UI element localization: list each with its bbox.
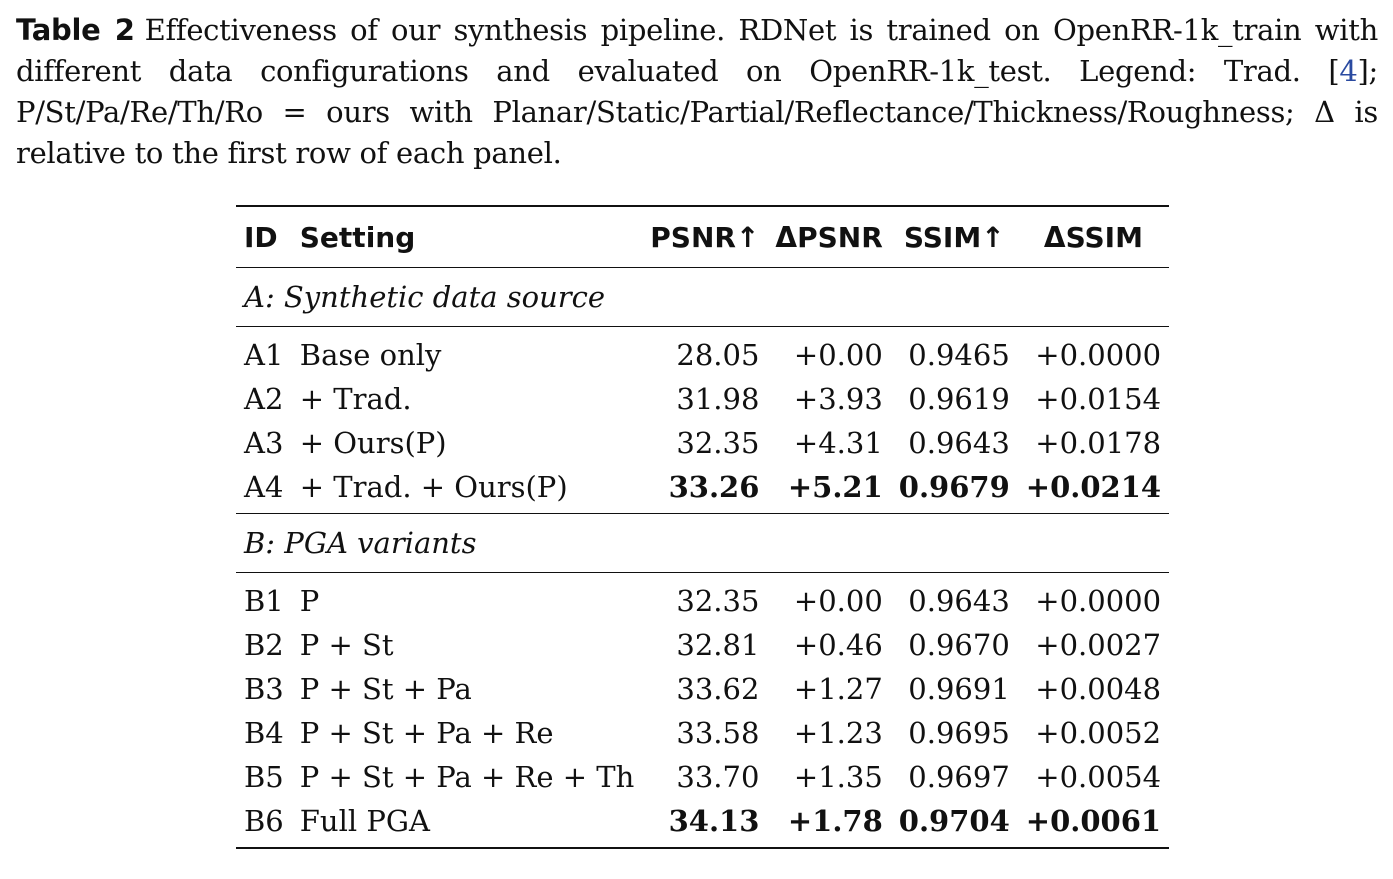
header-row	[236, 206, 1169, 268]
row-psnr: 33.58	[676, 716, 760, 750]
row-ssim-best: 0.9704	[891, 799, 1018, 848]
row-delta-ssim: +0.0054	[1035, 760, 1162, 794]
row-delta-ssim: +0.0048	[1035, 672, 1162, 706]
table-row	[236, 755, 1169, 799]
row-setting: + Trad. + Ours(P)	[292, 465, 643, 514]
row-id: B5	[244, 760, 284, 794]
row-setting: P + St	[299, 628, 394, 662]
row-psnr: 28.05	[676, 338, 760, 372]
row-psnr: 32.35	[676, 584, 760, 618]
row-psnr-best: 34.13	[642, 799, 767, 848]
row-delta-psnr: +1.27	[793, 672, 883, 706]
row-id: B1	[244, 584, 284, 618]
table-row	[236, 573, 1169, 624]
row-id: B6	[236, 799, 292, 848]
row-setting: P + St + Pa + Re	[299, 716, 554, 750]
caption-text-part1: Effectiveness of our synthesis pipeline. RDNet is trained on OpenRR-1k_train with different data configurations and evaluated on OpenRR-1k_test. Legend: Trad. [	[16, 13, 1378, 88]
panel-b-header	[236, 514, 1169, 573]
row-delta-ssim: +0.0178	[1035, 426, 1162, 460]
panel-b-title: B: PGA variants	[236, 514, 1169, 573]
row-delta-ssim-best: +0.0214	[1018, 465, 1169, 514]
row-psnr: 33.62	[676, 672, 760, 706]
row-id: B4	[244, 716, 284, 750]
row-ssim: 0.9465	[908, 338, 1010, 372]
row-id: A2	[244, 382, 284, 416]
row-ssim: 0.9691	[908, 672, 1010, 706]
table-row	[236, 623, 1169, 667]
row-delta-psnr: +3.93	[793, 382, 883, 416]
row-ssim-best: 0.9679	[891, 465, 1018, 514]
row-ssim: 0.9619	[908, 382, 1010, 416]
row-delta-psnr: +1.35	[793, 760, 883, 794]
row-delta-ssim: +0.0052	[1035, 716, 1162, 750]
header-ssim: SSIM↑	[891, 206, 1018, 268]
row-setting: P + St + Pa	[299, 672, 472, 706]
row-setting: Full PGA	[292, 799, 643, 848]
header-delta-psnr: ΔPSNR	[767, 206, 890, 268]
row-psnr: 32.81	[676, 628, 760, 662]
row-ssim: 0.9697	[908, 760, 1010, 794]
header-setting: Setting	[292, 206, 643, 268]
row-setting: P + St + Pa + Re + Th	[299, 760, 635, 794]
row-delta-ssim: +0.0027	[1035, 628, 1162, 662]
citation-link[interactable]: 4	[1339, 54, 1358, 88]
row-psnr: 33.70	[676, 760, 760, 794]
row-delta-psnr: +0.00	[793, 338, 883, 372]
row-ssim: 0.9695	[908, 716, 1010, 750]
row-delta-ssim: +0.0000	[1035, 584, 1162, 618]
row-delta-psnr-best: +5.21	[767, 465, 890, 514]
row-delta-ssim-best: +0.0061	[1018, 799, 1169, 848]
table-row	[236, 377, 1169, 421]
row-delta-psnr: +0.46	[793, 628, 883, 662]
table-row	[236, 327, 1169, 378]
row-id: A1	[244, 338, 284, 372]
header-psnr: PSNR↑	[642, 206, 767, 268]
table-row-best	[236, 799, 1169, 848]
panel-a-header	[236, 268, 1169, 327]
row-id: B3	[244, 672, 284, 706]
row-delta-psnr: +1.23	[793, 716, 883, 750]
results-table	[236, 205, 1169, 849]
row-delta-psnr: +4.31	[793, 426, 883, 460]
table-caption	[16, 10, 1378, 174]
caption-text-part2: ]; P/St/Pa/Re/Th/Ro = ours with Planar/Static/Partial/Reflectance/Thickness/Roughness; Δ is relative to the first row of each panel.	[16, 54, 1378, 170]
table-row	[236, 711, 1169, 755]
header-delta-ssim: ΔSSIM	[1018, 206, 1169, 268]
panel-a-title: A: Synthetic data source	[236, 268, 1169, 327]
caption-label: Table 2	[16, 13, 135, 47]
row-psnr-best: 33.26	[642, 465, 767, 514]
row-setting: Base only	[299, 338, 442, 372]
table-row	[236, 421, 1169, 465]
row-ssim: 0.9643	[908, 584, 1010, 618]
row-delta-psnr-best: +1.78	[767, 799, 890, 848]
row-id: B2	[244, 628, 284, 662]
row-id: A3	[244, 426, 284, 460]
table-row-best	[236, 465, 1169, 514]
row-id: A4	[236, 465, 292, 514]
header-id: ID	[236, 206, 292, 268]
row-delta-ssim: +0.0000	[1035, 338, 1162, 372]
table-row	[236, 667, 1169, 711]
row-ssim: 0.9643	[908, 426, 1010, 460]
row-ssim: 0.9670	[908, 628, 1010, 662]
row-psnr: 31.98	[676, 382, 760, 416]
row-setting: + Ours(P)	[299, 426, 447, 460]
row-psnr: 32.35	[676, 426, 760, 460]
row-setting: P	[299, 584, 320, 618]
row-setting: + Trad.	[299, 382, 412, 416]
row-delta-ssim: +0.0154	[1035, 382, 1162, 416]
row-delta-psnr: +0.00	[793, 584, 883, 618]
